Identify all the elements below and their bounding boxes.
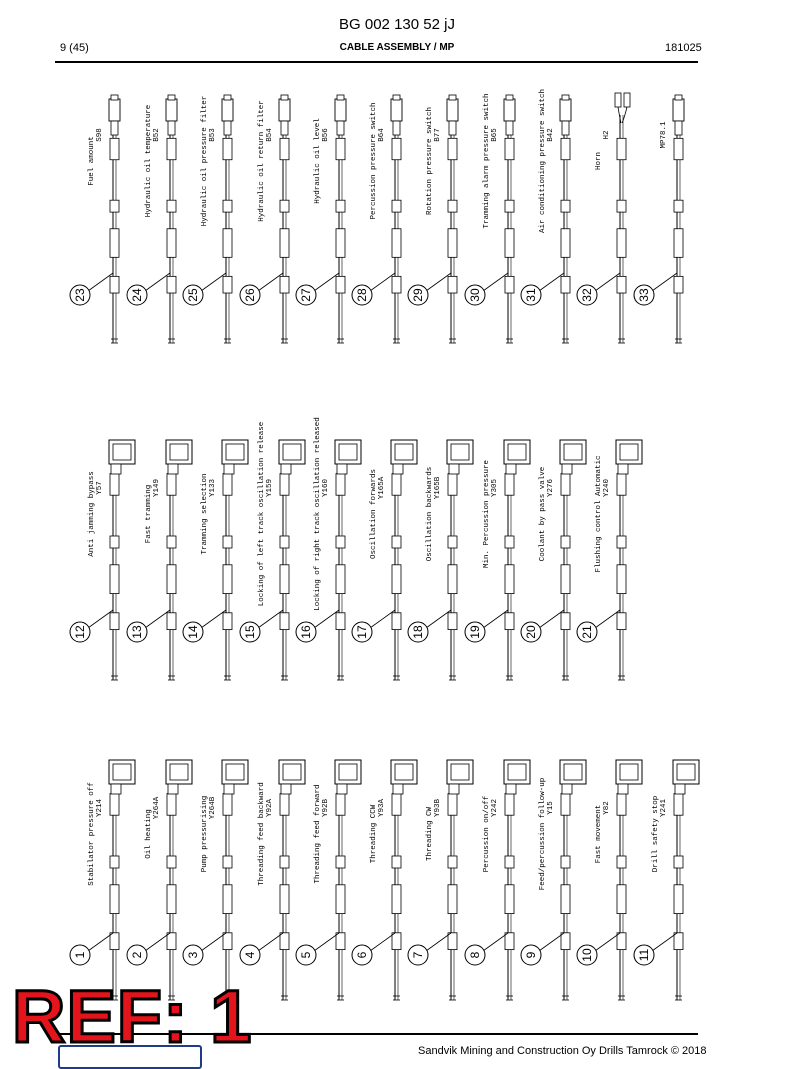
document-number: BG 002 130 52 jJ bbox=[339, 16, 455, 33]
item-number: 31 bbox=[524, 288, 538, 302]
cable-description: Coolant by pass valve bbox=[539, 466, 547, 562]
item-number: 33 bbox=[637, 288, 651, 302]
page-number: 9 (45) bbox=[60, 42, 89, 54]
cable-code: Y57 bbox=[96, 481, 104, 495]
cable-23 bbox=[70, 95, 120, 343]
cable-24 bbox=[127, 95, 177, 343]
cable-description: Threading CCW bbox=[370, 804, 378, 864]
cable-code: Y15 bbox=[547, 801, 555, 815]
cable-description: Horn bbox=[595, 151, 603, 171]
cable-description: Oscillation forwards bbox=[370, 468, 378, 560]
cable-description: Pump pressurising bbox=[201, 795, 209, 873]
item-number: 9 bbox=[524, 951, 538, 959]
cable-7 bbox=[408, 760, 473, 1000]
item-number: 20 bbox=[524, 625, 538, 639]
cable-15 bbox=[240, 422, 305, 680]
cable-31 bbox=[521, 89, 571, 343]
cable-16 bbox=[296, 417, 361, 680]
cable-3 bbox=[183, 760, 248, 1000]
cable-6 bbox=[352, 760, 417, 1000]
cable-code: Y82 bbox=[603, 801, 611, 815]
item-number: 3 bbox=[186, 951, 200, 959]
cable-code: H2 bbox=[603, 130, 611, 140]
cable-26 bbox=[240, 95, 290, 343]
cable-code: Y93B bbox=[434, 798, 442, 818]
cable-code: Y165A bbox=[378, 476, 386, 500]
item-number: 30 bbox=[468, 288, 482, 302]
cable-code: Y264A bbox=[153, 796, 161, 820]
cable-code: B52 bbox=[153, 128, 161, 142]
cable-code: Y149 bbox=[153, 478, 161, 498]
item-number: 4 bbox=[243, 951, 257, 959]
item-number: 27 bbox=[299, 288, 313, 302]
ref-stamp: REF: 1 bbox=[12, 975, 253, 1058]
cable-4 bbox=[240, 760, 305, 1000]
cable-27 bbox=[296, 95, 346, 343]
cable-description: Drill safety stop bbox=[652, 795, 660, 873]
cable-code: B56 bbox=[322, 128, 330, 142]
item-number: 10 bbox=[580, 948, 594, 962]
copyright-text: Sandvik Mining and Construction Oy Drills Tamrock © 2018 bbox=[418, 1045, 707, 1057]
item-number: 19 bbox=[468, 625, 482, 639]
cable-code: S98 bbox=[96, 128, 104, 142]
cable-description: Oil heating bbox=[145, 809, 153, 859]
item-number: 7 bbox=[411, 951, 425, 959]
cable-30 bbox=[465, 93, 515, 343]
cable-code: B65 bbox=[491, 128, 499, 142]
cable-code: B77 bbox=[434, 128, 442, 142]
cable-20 bbox=[521, 440, 586, 680]
cable-19 bbox=[465, 440, 530, 680]
cable-code: Y133 bbox=[209, 478, 217, 498]
item-number: 23 bbox=[73, 288, 87, 302]
cable-description: Percussion on/off bbox=[483, 795, 491, 873]
cable-32 bbox=[577, 93, 630, 343]
item-number: 5 bbox=[299, 951, 313, 959]
item-number: 18 bbox=[411, 625, 425, 639]
cable-code: B53 bbox=[209, 128, 217, 142]
cable-code: Y92B bbox=[322, 798, 330, 818]
cable-code: Y241 bbox=[660, 798, 668, 818]
cable-code: Y214 bbox=[96, 798, 104, 818]
cable-18 bbox=[408, 440, 473, 680]
cable-2 bbox=[127, 760, 192, 1000]
cable-code: Y92A bbox=[266, 798, 274, 818]
cable-13 bbox=[127, 440, 192, 680]
cable-28 bbox=[352, 95, 402, 343]
item-number: 24 bbox=[130, 288, 144, 302]
cable-code: Y159 bbox=[266, 478, 274, 498]
cable-code: B42 bbox=[547, 128, 555, 142]
cable-code: Y276 bbox=[547, 478, 555, 498]
cable-description: Stabilator pressure off bbox=[88, 782, 96, 886]
cable-11 bbox=[634, 760, 699, 1000]
cable-description: Tramming selection bbox=[201, 473, 209, 555]
cable-5 bbox=[296, 760, 361, 1000]
item-number: 11 bbox=[637, 948, 651, 962]
cable-code: MP78.1 bbox=[660, 121, 668, 149]
cable-21 bbox=[577, 440, 642, 680]
item-number: 8 bbox=[468, 951, 482, 959]
item-number: 1 bbox=[73, 951, 87, 959]
cable-description: Oscillation backwards bbox=[426, 466, 434, 562]
cable-9 bbox=[521, 760, 586, 1000]
cable-14 bbox=[183, 440, 248, 680]
cable-17 bbox=[352, 440, 417, 680]
cable-description: Flushing control Automatic bbox=[595, 455, 603, 573]
cable-description: Feed/percussion follow-up bbox=[539, 777, 547, 891]
item-number: 16 bbox=[299, 625, 313, 639]
cable-12 bbox=[70, 440, 135, 680]
cable-description: Anti jamming bypass bbox=[88, 471, 96, 557]
item-number: 17 bbox=[355, 625, 369, 639]
cable-code: B64 bbox=[378, 128, 386, 142]
item-number: 6 bbox=[355, 951, 369, 959]
cable-29 bbox=[408, 95, 458, 343]
page-title: CABLE ASSEMBLY / MP bbox=[339, 42, 455, 53]
cable-10 bbox=[577, 760, 642, 1000]
cable-description: Min. Percussion pressure bbox=[483, 459, 491, 569]
item-number: 29 bbox=[411, 288, 425, 302]
cable-code: Y165B bbox=[434, 476, 442, 500]
cable-description: Threading feed forward bbox=[314, 784, 322, 884]
item-number: 13 bbox=[130, 625, 144, 639]
cable-code: Y93A bbox=[378, 798, 386, 818]
cable-code: Y305 bbox=[491, 478, 499, 498]
item-number: 21 bbox=[580, 625, 594, 639]
item-number: 25 bbox=[186, 288, 200, 302]
cable-description: Locking of right track oscillation released bbox=[314, 417, 322, 611]
cable-description: Fast movement bbox=[595, 804, 603, 864]
cable-description: Rotation pressure switch bbox=[426, 106, 434, 216]
cable-description: Hydraulic oil temperature bbox=[145, 104, 153, 218]
item-number: 32 bbox=[580, 288, 594, 302]
cable-code: Y160 bbox=[322, 478, 330, 498]
cable-description: Hydraulic oil level bbox=[314, 118, 322, 204]
cable-code: Y242 bbox=[491, 798, 499, 818]
cable-code: Y264B bbox=[209, 796, 217, 820]
item-number: 15 bbox=[243, 625, 257, 639]
cable-1 bbox=[70, 760, 135, 1000]
cable-description: Fuel amount bbox=[88, 136, 96, 186]
cable-description: Tramming alarm pressure switch bbox=[483, 93, 491, 229]
item-number: 14 bbox=[186, 625, 200, 639]
cable-8 bbox=[465, 760, 530, 1000]
item-number: 26 bbox=[243, 288, 257, 302]
cable-description: Hydraulic oil pressure filter bbox=[201, 95, 209, 227]
cable-code: Y240 bbox=[603, 478, 611, 498]
cable-description: Percussion pressure switch bbox=[370, 102, 378, 220]
cable-description: Fast tramming bbox=[145, 484, 153, 544]
document-date: 181025 bbox=[665, 42, 702, 54]
cable-code: B54 bbox=[266, 128, 274, 142]
cable-description: Hydraulic oil return filter bbox=[258, 100, 266, 222]
cable-description: Locking of left track oscillation release bbox=[258, 421, 266, 607]
cable-33 bbox=[634, 95, 684, 343]
cable-description: Threading feed backward bbox=[258, 782, 266, 886]
item-number: 28 bbox=[355, 288, 369, 302]
cable-description: Threading CW bbox=[426, 806, 434, 862]
item-number: 12 bbox=[73, 625, 87, 639]
item-number: 2 bbox=[130, 951, 144, 959]
cable-description: Air conditioning pressure switch bbox=[539, 88, 547, 234]
cable-25 bbox=[183, 95, 233, 343]
